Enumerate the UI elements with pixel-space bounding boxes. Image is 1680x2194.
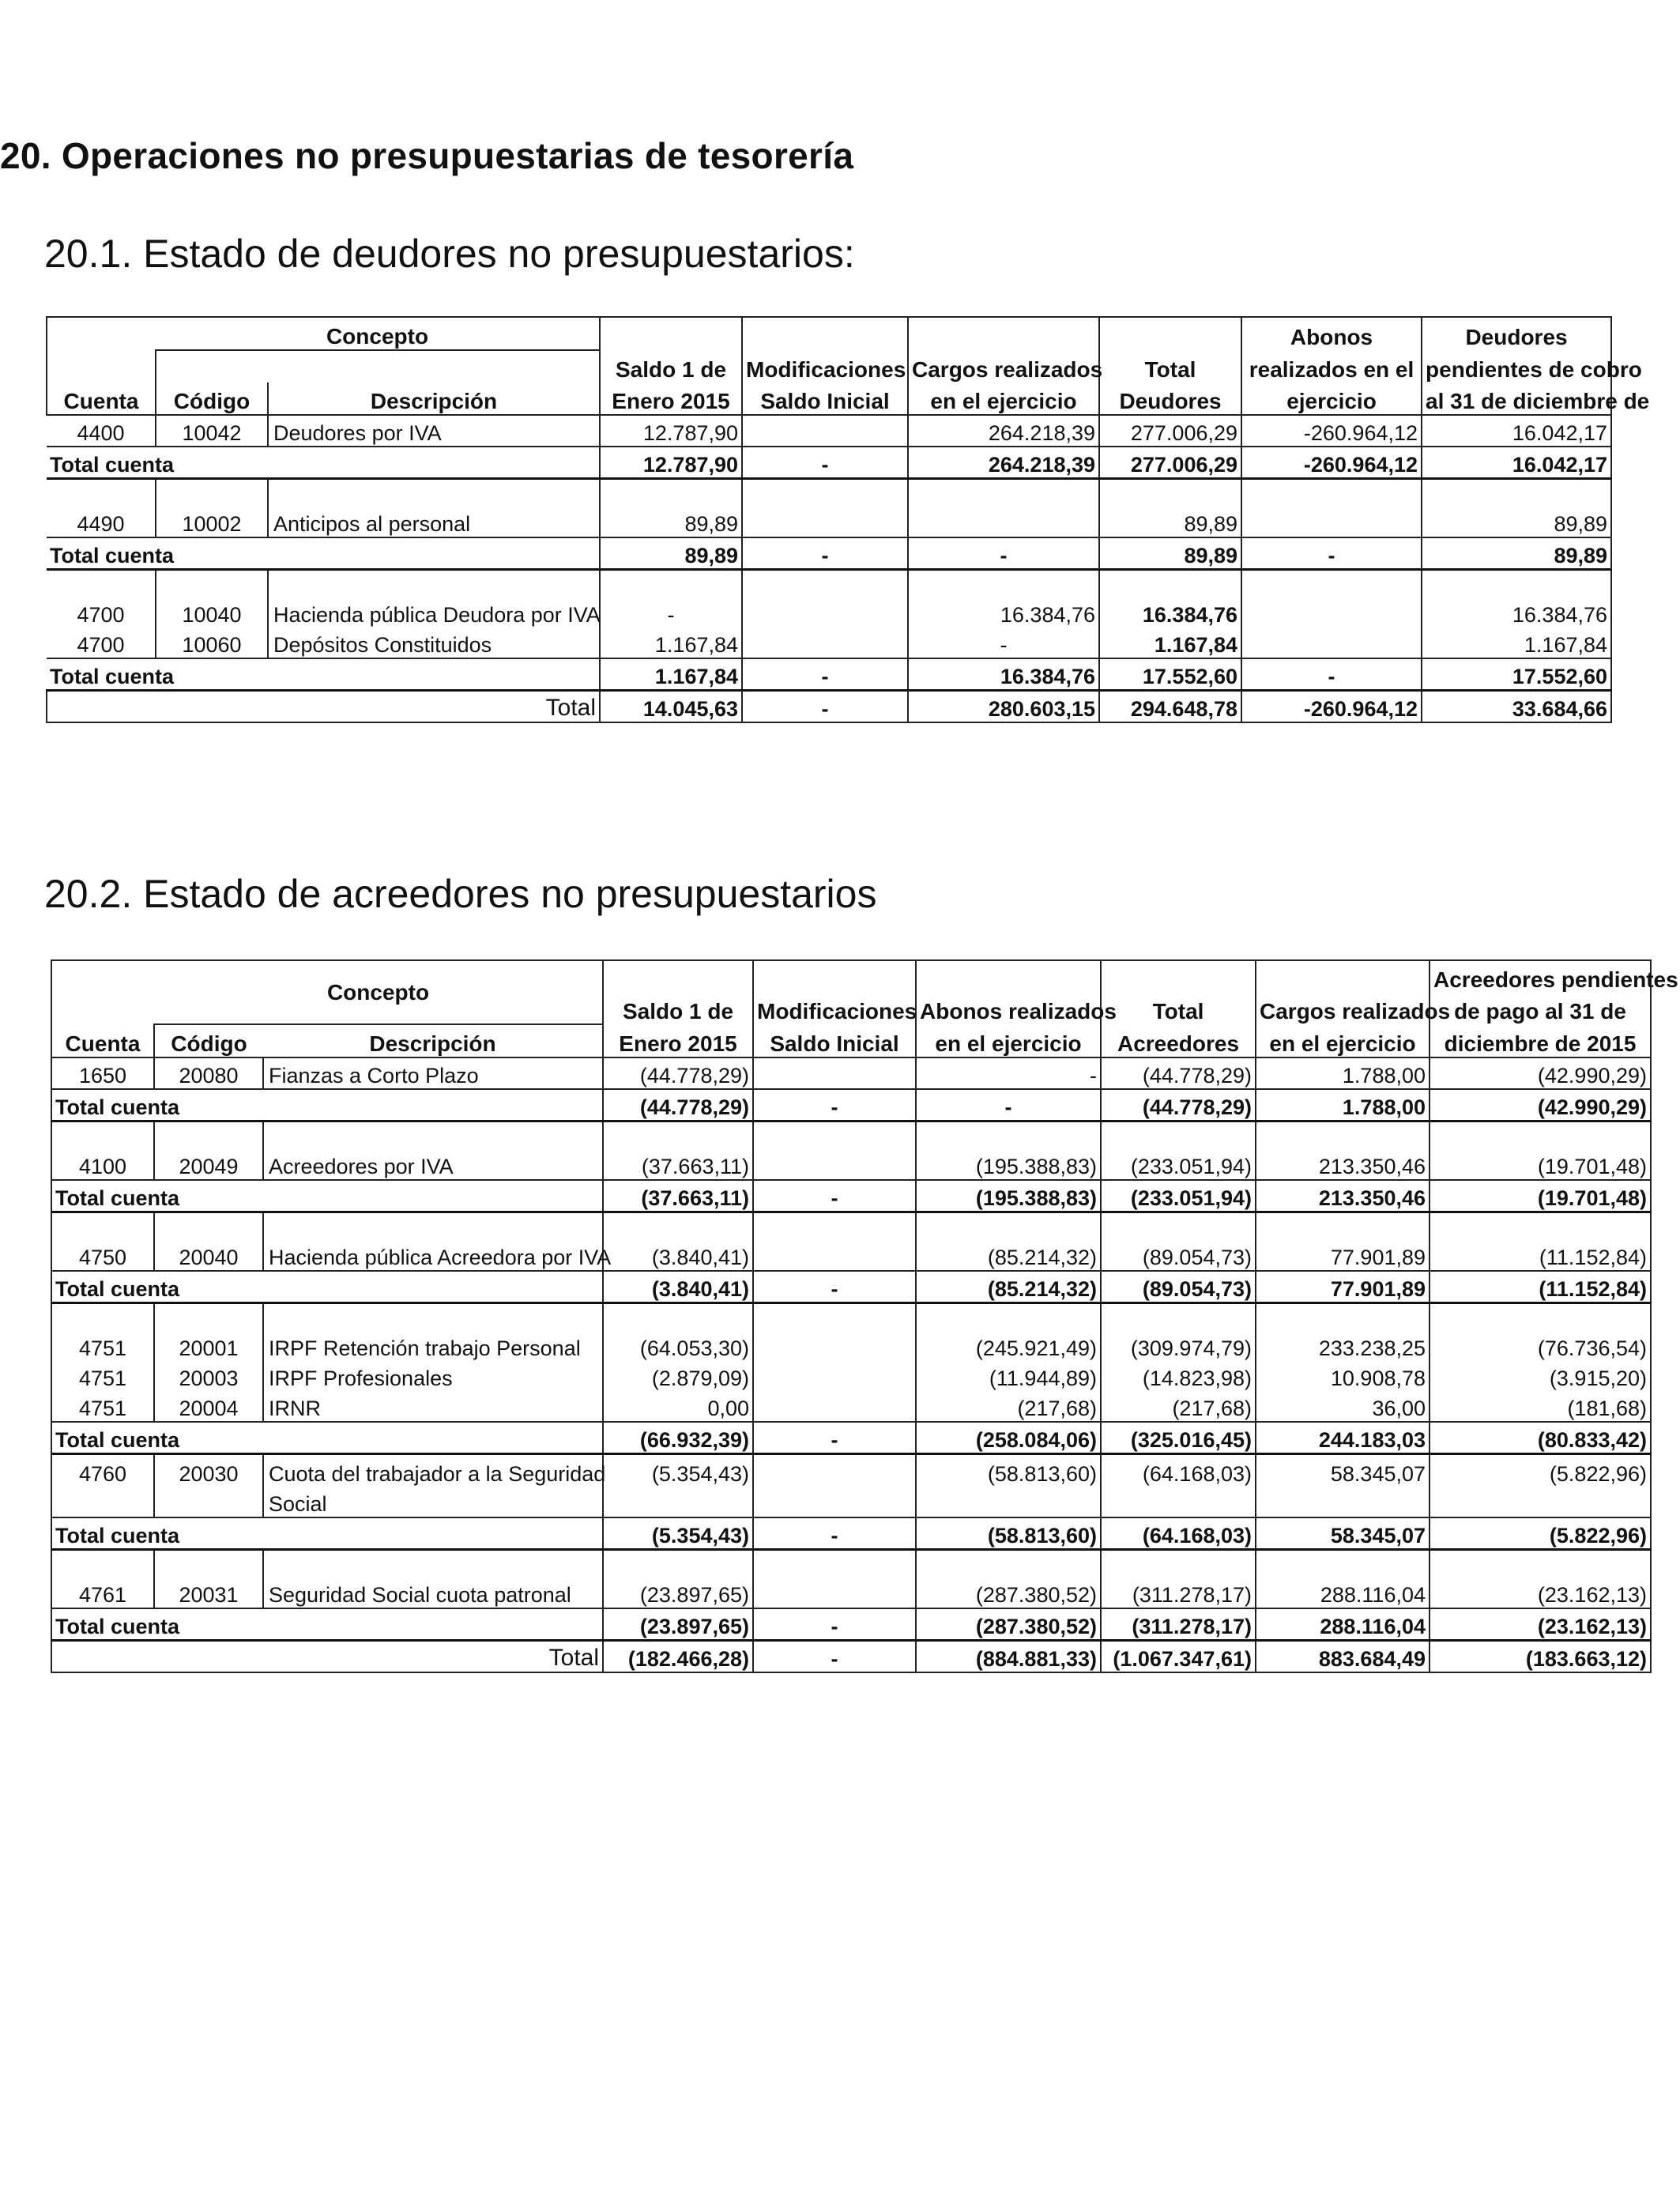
cell-descripcion: Cuota del trabajador a la Seguridad bbox=[263, 1454, 603, 1487]
cell-mod bbox=[742, 628, 908, 658]
cell-descripcion: Fianzas a Corto Plazo bbox=[263, 1057, 603, 1089]
cell-cuenta: 4700 bbox=[77, 603, 125, 627]
cell-cuenta: 4400 bbox=[77, 421, 125, 445]
cell-total: (14.823,98) bbox=[1101, 1361, 1256, 1391]
cell-codigo: 20049 bbox=[154, 1149, 263, 1180]
cell-cuenta: 4751 bbox=[51, 1361, 154, 1391]
cell-cuenta: 4761 bbox=[51, 1578, 154, 1608]
spacer-row bbox=[47, 479, 1611, 507]
cell-descripcion: Anticipos al personal bbox=[268, 507, 600, 537]
cell-mod bbox=[753, 1149, 916, 1180]
header-pendientes-3: diciembre de 2015 bbox=[1430, 1024, 1651, 1057]
total-cargos: 288.116,04 bbox=[1256, 1608, 1430, 1641]
total-saldo: (66.932,39) bbox=[603, 1422, 753, 1454]
total-pendientes: 16.042,17 bbox=[1422, 447, 1611, 479]
cell-total: 89,89 bbox=[1099, 507, 1241, 537]
cell-abonos: (287.380,52) bbox=[916, 1578, 1101, 1608]
cell-total: 277.006,29 bbox=[1099, 415, 1241, 447]
cell-cargos: 264.218,39 bbox=[908, 415, 1099, 447]
grand-total-cargos: 883.684,49 bbox=[1256, 1641, 1430, 1673]
cell-mod bbox=[753, 1454, 916, 1487]
total-cuenta-label: Total cuenta bbox=[51, 1089, 603, 1122]
total-mod: - bbox=[753, 1517, 916, 1550]
total-pendientes: 89,89 bbox=[1422, 537, 1611, 570]
cell-codigo: 20030 bbox=[154, 1454, 263, 1487]
cell-codigo: 10042 bbox=[156, 415, 268, 447]
total-cargos: 58.345,07 bbox=[1256, 1517, 1430, 1550]
total-total: (233.051,94) bbox=[1101, 1180, 1256, 1212]
total-mod: - bbox=[753, 1089, 916, 1122]
cell-mod bbox=[753, 1361, 916, 1391]
cell-total: 1.167,84 bbox=[1099, 628, 1241, 658]
grand-total-abonos: (884.881,33) bbox=[916, 1641, 1101, 1673]
cell-pendientes: (42.990,29) bbox=[1430, 1057, 1651, 1089]
spacer-row bbox=[51, 1550, 1651, 1578]
grand-total-pendientes: 33.684,66 bbox=[1422, 691, 1611, 723]
cell-cargos bbox=[908, 507, 1099, 537]
cell-cargos: 36,00 bbox=[1256, 1391, 1430, 1422]
total-cargos: - bbox=[908, 537, 1099, 570]
total-saldo: (44.778,29) bbox=[603, 1089, 753, 1122]
total-saldo: (23.897,65) bbox=[603, 1608, 753, 1641]
header-total-2: Acreedores bbox=[1101, 1024, 1256, 1057]
total-cuenta-label: Total cuenta bbox=[51, 1422, 603, 1454]
total-cuenta-label: Total cuenta bbox=[47, 658, 600, 691]
total-saldo: 89,89 bbox=[600, 537, 742, 570]
cell-codigo: 20040 bbox=[154, 1240, 263, 1271]
cell-cuenta: 4751 bbox=[51, 1391, 154, 1422]
cell-codigo: 10002 bbox=[156, 507, 268, 537]
deudores-title: 20.1. Estado de deudores no presupuestarios: bbox=[44, 232, 855, 276]
total-cuenta-label: Total cuenta bbox=[51, 1180, 603, 1212]
cell-pendientes: (11.152,84) bbox=[1430, 1240, 1651, 1271]
header-pendientes-2: pendientes de cobro bbox=[1422, 350, 1611, 383]
section-title: 20. Operaciones no presupuestarias de tesorería bbox=[0, 135, 854, 176]
header-abonos-2: en el ejercicio bbox=[916, 1024, 1101, 1057]
total-abonos: - bbox=[916, 1089, 1101, 1122]
grand-total-total: 294.648,78 bbox=[1099, 691, 1241, 723]
cell-mod bbox=[742, 415, 908, 447]
cell-mod bbox=[753, 1331, 916, 1361]
total-abonos: - bbox=[1241, 537, 1422, 570]
grand-total-label: Total bbox=[47, 691, 600, 723]
cell-saldo: (37.663,11) bbox=[603, 1149, 753, 1180]
grand-total-label: Total bbox=[51, 1641, 603, 1673]
total-cargos: 1.788,00 bbox=[1256, 1089, 1430, 1122]
cell-cuenta: 4760 bbox=[51, 1454, 154, 1487]
header-cargos: Cargos realizados bbox=[908, 350, 1099, 383]
total-cuenta-row bbox=[51, 1180, 1651, 1212]
cell-cuenta: 4490 bbox=[77, 512, 125, 536]
total-saldo: 1.167,84 bbox=[600, 658, 742, 691]
cell-saldo: (64.053,30) bbox=[603, 1331, 753, 1361]
total-cuenta-row bbox=[51, 1517, 1651, 1550]
header-modificaciones: Modificaciones bbox=[742, 350, 908, 383]
total-abonos: (85.214,32) bbox=[916, 1271, 1101, 1303]
total-cuenta-row bbox=[51, 1608, 1651, 1641]
header-pendientes-2: de pago al 31 de bbox=[1430, 993, 1651, 1024]
cell-cargos: 1.788,00 bbox=[1256, 1057, 1430, 1089]
grand-total-total: (1.067.347,61) bbox=[1101, 1641, 1256, 1673]
total-cargos: 77.901,89 bbox=[1256, 1271, 1430, 1303]
cell-descripcion: IRNR bbox=[263, 1391, 603, 1422]
total-cuenta-row bbox=[47, 658, 1611, 691]
table-row bbox=[51, 1454, 1651, 1487]
cell-saldo: (23.897,65) bbox=[603, 1578, 753, 1608]
header-cargos-2: en el ejercicio bbox=[908, 383, 1099, 415]
table-row-continuation bbox=[51, 1487, 1651, 1517]
total-cuenta-row bbox=[51, 1089, 1651, 1122]
total-abonos: - bbox=[1241, 658, 1422, 691]
total-pendientes: (42.990,29) bbox=[1430, 1089, 1651, 1122]
header-descripcion: Descripción bbox=[263, 1024, 603, 1057]
cell-descripcion: IRPF Retención trabajo Personal bbox=[263, 1331, 603, 1361]
cell-cuenta: 4100 bbox=[51, 1149, 154, 1180]
cell-descripcion: Hacienda pública Acreedora por IVA bbox=[263, 1240, 603, 1271]
header-modificaciones-2: Saldo Inicial bbox=[742, 383, 908, 415]
cell-abonos bbox=[1241, 598, 1422, 628]
header-abonos: Abonos bbox=[1241, 317, 1422, 350]
cell-cargos: 77.901,89 bbox=[1256, 1240, 1430, 1271]
table-row bbox=[51, 1331, 1651, 1361]
header-codigo: Código bbox=[156, 383, 268, 415]
grand-total-row bbox=[51, 1641, 1651, 1673]
cell-abonos: (58.813,60) bbox=[916, 1454, 1101, 1487]
total-total: (44.778,29) bbox=[1101, 1089, 1256, 1122]
total-cuenta-row bbox=[47, 537, 1611, 570]
header-row-3 bbox=[47, 383, 1611, 415]
total-abonos: (195.388,83) bbox=[916, 1180, 1101, 1212]
cell-pendientes: (5.822,96) bbox=[1430, 1454, 1651, 1487]
total-saldo: (3.840,41) bbox=[603, 1271, 753, 1303]
cell-cargos: 233.238,25 bbox=[1256, 1331, 1430, 1361]
cell-saldo: (2.879,09) bbox=[603, 1361, 753, 1391]
header-total-2: Deudores bbox=[1099, 383, 1241, 415]
cell-saldo: 12.787,90 bbox=[600, 415, 742, 447]
spacer-row bbox=[51, 1303, 1651, 1332]
cell-pendientes: (3.915,20) bbox=[1430, 1361, 1651, 1391]
cell-descripcion: IRPF Profesionales bbox=[263, 1361, 603, 1391]
cell-codigo: 20001 bbox=[154, 1331, 263, 1361]
table-row bbox=[47, 507, 1611, 537]
cell-pendientes: 16.042,17 bbox=[1422, 415, 1611, 447]
cell-abonos: -260.964,12 bbox=[1241, 415, 1422, 447]
cell-abonos bbox=[1241, 507, 1422, 537]
header-total: Total bbox=[1099, 350, 1241, 383]
table-row bbox=[47, 628, 1611, 658]
header-saldo: Saldo 1 de bbox=[600, 350, 742, 383]
total-cargos: 213.350,46 bbox=[1256, 1180, 1430, 1212]
total-mod: - bbox=[742, 447, 908, 479]
grand-total-abonos: -260.964,12 bbox=[1241, 691, 1422, 723]
header-saldo: Saldo 1 de bbox=[603, 993, 753, 1024]
total-pendientes: (80.833,42) bbox=[1430, 1422, 1651, 1454]
header-pendientes: Deudores bbox=[1422, 317, 1611, 350]
cell-cuenta: 1650 bbox=[51, 1057, 154, 1089]
cell-total: (89.054,73) bbox=[1101, 1240, 1256, 1271]
total-pendientes: 17.552,60 bbox=[1422, 658, 1611, 691]
header-concepto: Concepto bbox=[154, 960, 603, 1024]
total-mod: - bbox=[742, 658, 908, 691]
grand-total-saldo: 14.045,63 bbox=[600, 691, 742, 723]
table-row bbox=[51, 1391, 1651, 1422]
grand-total-saldo: (182.466,28) bbox=[603, 1641, 753, 1673]
grand-total-mod: - bbox=[753, 1641, 916, 1673]
header-row-2 bbox=[47, 350, 1611, 383]
total-total: 17.552,60 bbox=[1099, 658, 1241, 691]
cell-mod bbox=[753, 1057, 916, 1089]
cell-codigo: 20080 bbox=[154, 1057, 263, 1089]
cell-codigo: 20003 bbox=[154, 1361, 263, 1391]
total-mod: - bbox=[753, 1271, 916, 1303]
spacer-row bbox=[47, 570, 1611, 598]
total-cuenta-row bbox=[47, 447, 1611, 479]
cell-saldo: - bbox=[600, 598, 742, 628]
header-codigo: Código bbox=[154, 1024, 263, 1057]
header-saldo-2: Enero 2015 bbox=[603, 1024, 753, 1057]
cell-cargos: 58.345,07 bbox=[1256, 1454, 1430, 1487]
total-total: 277.006,29 bbox=[1099, 447, 1241, 479]
header-abonos-3: ejercicio bbox=[1241, 383, 1422, 415]
total-cuenta-label: Total cuenta bbox=[51, 1608, 603, 1641]
total-cuenta-row bbox=[51, 1422, 1651, 1454]
total-abonos: (258.084,06) bbox=[916, 1422, 1101, 1454]
header-cuenta: Cuenta bbox=[47, 383, 156, 415]
header-pendientes-3: al 31 de diciembre de bbox=[1422, 383, 1611, 415]
header-concepto: Concepto bbox=[156, 317, 600, 350]
cell-descripcion: Hacienda pública Deudora por IVA bbox=[268, 598, 600, 628]
cell-pendientes: 89,89 bbox=[1422, 507, 1611, 537]
total-total: (89.054,73) bbox=[1101, 1271, 1256, 1303]
cell-mod bbox=[742, 507, 908, 537]
cell-total: (44.778,29) bbox=[1101, 1057, 1256, 1089]
cell-pendientes: 1.167,84 bbox=[1422, 628, 1611, 658]
total-pendientes: (5.822,96) bbox=[1430, 1517, 1651, 1550]
total-saldo: 12.787,90 bbox=[600, 447, 742, 479]
acreedores-title: 20.2. Estado de acreedores no presupuestarios bbox=[44, 872, 877, 916]
cell-abonos: (85.214,32) bbox=[916, 1240, 1101, 1271]
total-saldo: (37.663,11) bbox=[603, 1180, 753, 1212]
cell-pendientes: (19.701,48) bbox=[1430, 1149, 1651, 1180]
grand-total-cargos: 280.603,15 bbox=[908, 691, 1099, 723]
cell-total: (311.278,17) bbox=[1101, 1578, 1256, 1608]
total-mod: - bbox=[753, 1608, 916, 1641]
total-cargos: 244.183,03 bbox=[1256, 1422, 1430, 1454]
total-pendientes: (19.701,48) bbox=[1430, 1180, 1651, 1212]
cell-cuenta: 4751 bbox=[51, 1331, 154, 1361]
cell-descripcion: Depósitos Constituidos bbox=[268, 628, 600, 658]
cell-pendientes: (76.736,54) bbox=[1430, 1331, 1651, 1361]
cell-total: (309.974,79) bbox=[1101, 1331, 1256, 1361]
cell-mod bbox=[753, 1391, 916, 1422]
header-total: Total bbox=[1101, 993, 1256, 1024]
cell-cargos: 288.116,04 bbox=[1256, 1578, 1430, 1608]
cell-descripcion: Acreedores por IVA bbox=[263, 1149, 603, 1180]
cell-pendientes: (23.162,13) bbox=[1430, 1578, 1651, 1608]
header-cuenta: Cuenta bbox=[51, 1024, 154, 1057]
cell-descripcion-continuation: Social bbox=[263, 1487, 603, 1517]
table-row bbox=[51, 1361, 1651, 1391]
spacer-row bbox=[51, 1122, 1651, 1150]
total-total: (64.168,03) bbox=[1101, 1517, 1256, 1550]
cell-cargos: - bbox=[908, 628, 1099, 658]
cell-saldo: (5.354,43) bbox=[603, 1454, 753, 1487]
cell-saldo: 89,89 bbox=[600, 507, 742, 537]
cell-saldo: (44.778,29) bbox=[603, 1057, 753, 1089]
total-total: (311.278,17) bbox=[1101, 1608, 1256, 1641]
header-cargos-2: en el ejercicio bbox=[1256, 1024, 1430, 1057]
cell-mod bbox=[753, 1578, 916, 1608]
cell-codigo: 10060 bbox=[156, 628, 268, 658]
cell-cuenta: 4750 bbox=[51, 1240, 154, 1271]
total-abonos: (287.380,52) bbox=[916, 1608, 1101, 1641]
table-row bbox=[51, 1578, 1651, 1608]
header-modificaciones: Modificaciones bbox=[753, 993, 916, 1024]
header-row-1 bbox=[51, 960, 1651, 993]
cell-descripcion: Seguridad Social cuota patronal bbox=[263, 1578, 603, 1608]
total-cuenta-label: Total cuenta bbox=[51, 1517, 603, 1550]
total-pendientes: (11.152,84) bbox=[1430, 1271, 1651, 1303]
table-row bbox=[47, 415, 1611, 447]
total-total: (325.016,45) bbox=[1101, 1422, 1256, 1454]
total-cuenta-label: Total cuenta bbox=[51, 1271, 603, 1303]
table-row bbox=[47, 598, 1611, 628]
total-mod: - bbox=[742, 537, 908, 570]
total-abonos: -260.964,12 bbox=[1241, 447, 1422, 479]
cell-pendientes: 16.384,76 bbox=[1422, 598, 1611, 628]
total-cargos: 16.384,76 bbox=[908, 658, 1099, 691]
cell-total: (233.051,94) bbox=[1101, 1149, 1256, 1180]
cell-abonos: (245.921,49) bbox=[916, 1331, 1101, 1361]
cell-abonos: (217,68) bbox=[916, 1391, 1101, 1422]
cell-abonos: (195.388,83) bbox=[916, 1149, 1101, 1180]
table-row bbox=[51, 1057, 1651, 1089]
cell-total: (64.168,03) bbox=[1101, 1454, 1256, 1487]
cell-cargos: 10.908,78 bbox=[1256, 1361, 1430, 1391]
total-saldo: (5.354,43) bbox=[603, 1517, 753, 1550]
cell-abonos bbox=[1241, 628, 1422, 658]
cell-codigo: 20031 bbox=[154, 1578, 263, 1608]
total-cuenta-row bbox=[51, 1271, 1651, 1303]
table-row bbox=[51, 1149, 1651, 1180]
total-cuenta-label: Total cuenta bbox=[47, 447, 600, 479]
cell-mod bbox=[753, 1240, 916, 1271]
cell-total: (217,68) bbox=[1101, 1391, 1256, 1422]
header-modificaciones-2: Saldo Inicial bbox=[753, 1024, 916, 1057]
total-mod: - bbox=[753, 1422, 916, 1454]
total-total: 89,89 bbox=[1099, 537, 1241, 570]
cell-descripcion: Deudores por IVA bbox=[268, 415, 600, 447]
total-pendientes: (23.162,13) bbox=[1430, 1608, 1651, 1641]
total-abonos: (58.813,60) bbox=[916, 1517, 1101, 1550]
total-cuenta-label: Total cuenta bbox=[47, 537, 600, 570]
header-cargos: Cargos realizados bbox=[1256, 993, 1430, 1024]
cell-abonos: (11.944,89) bbox=[916, 1361, 1101, 1391]
cell-pendientes: (181,68) bbox=[1430, 1391, 1651, 1422]
total-cargos: 264.218,39 bbox=[908, 447, 1099, 479]
total-mod: - bbox=[753, 1180, 916, 1212]
cell-abonos: - bbox=[916, 1057, 1101, 1089]
header-row-1 bbox=[47, 317, 1611, 350]
cell-codigo: 20004 bbox=[154, 1391, 263, 1422]
header-saldo-2: Enero 2015 bbox=[600, 383, 742, 415]
table-row bbox=[51, 1240, 1651, 1271]
cell-cuenta: 4700 bbox=[77, 633, 125, 657]
cell-codigo: 10040 bbox=[156, 598, 268, 628]
cell-saldo: (3.840,41) bbox=[603, 1240, 753, 1271]
cell-total: 16.384,76 bbox=[1099, 598, 1241, 628]
grand-total-pendientes: (183.663,12) bbox=[1430, 1641, 1651, 1673]
cell-cargos: 213.350,46 bbox=[1256, 1149, 1430, 1180]
cell-cargos: 16.384,76 bbox=[908, 598, 1099, 628]
cell-mod bbox=[742, 598, 908, 628]
header-abonos-2: realizados en el bbox=[1241, 350, 1422, 383]
deudores-table bbox=[46, 316, 1650, 723]
header-row-3 bbox=[51, 1024, 1651, 1057]
acreedores-table bbox=[51, 959, 1678, 1673]
grand-total-mod: - bbox=[742, 691, 908, 723]
header-descripcion: Descripción bbox=[268, 383, 600, 415]
header-pendientes: Acreedores pendientes bbox=[1430, 960, 1651, 993]
grand-total-row bbox=[47, 691, 1611, 723]
cell-saldo: 1.167,84 bbox=[600, 628, 742, 658]
header-abonos: Abonos realizados bbox=[916, 993, 1101, 1024]
spacer-row bbox=[51, 1212, 1651, 1241]
cell-saldo: 0,00 bbox=[603, 1391, 753, 1422]
